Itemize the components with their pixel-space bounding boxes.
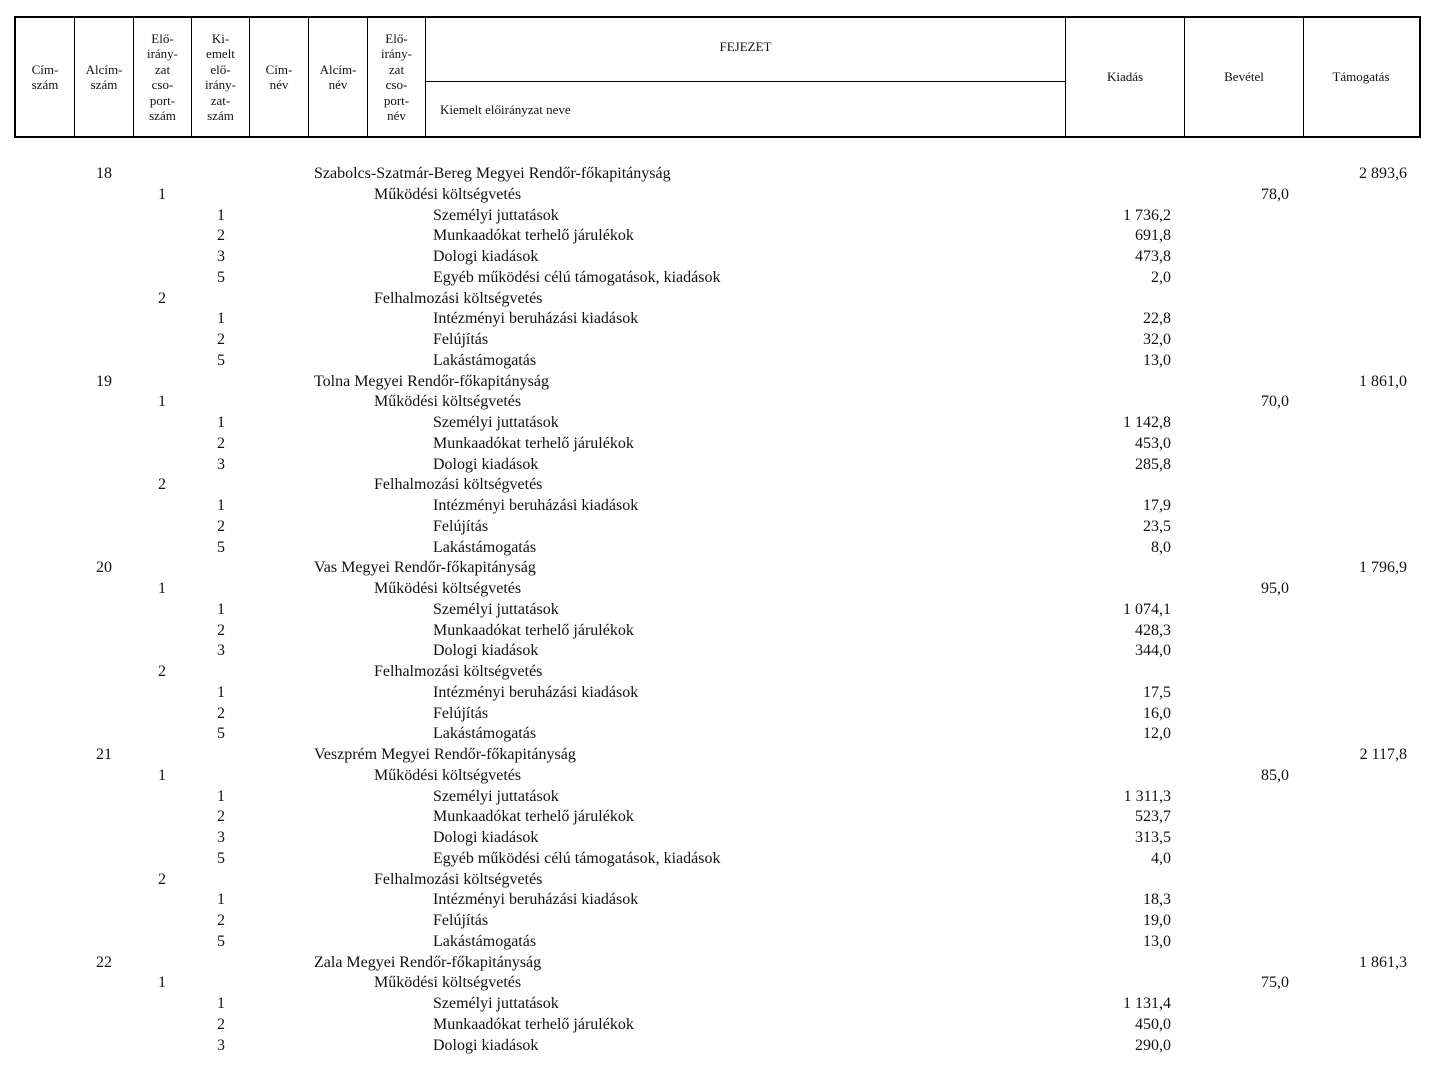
table-row <box>0 807 1430 828</box>
row-number: 5 <box>217 268 225 286</box>
bevetel-value: 85,0 <box>1261 766 1289 784</box>
row-name: Személyi juttatások <box>433 206 559 224</box>
table-row <box>0 226 1430 247</box>
row-name: Lakástámogatás <box>433 725 537 743</box>
row-name: Vas Megyei Rendőr-főkapitányság <box>314 559 536 577</box>
kiadas-value: 18,3 <box>1143 891 1171 909</box>
table-row <box>0 289 1430 310</box>
row-name: Tolna Megyei Rendőr-főkapitányság <box>314 372 549 390</box>
row-number: 2 <box>217 331 225 348</box>
kiadas-value: 32,0 <box>1143 331 1171 348</box>
table-row <box>0 890 1430 911</box>
kiadas-value: 473,8 <box>1135 248 1171 265</box>
table-row <box>0 206 1430 227</box>
row-name: Dologi kiadások <box>433 248 539 265</box>
row-number: 1 <box>217 206 225 224</box>
row-name: Intézményi beruházási kiadások <box>433 497 639 514</box>
table-row <box>0 538 1430 559</box>
tamogatas-value: 1 861,3 <box>1359 953 1407 971</box>
row-number: 3 <box>217 248 225 265</box>
table-row <box>0 268 1430 289</box>
row-name: Felújítás <box>433 704 489 722</box>
row-number: 3 <box>217 455 225 473</box>
kiadas-value: 2,0 <box>1151 268 1171 286</box>
row-number: 5 <box>217 849 225 867</box>
row-name: Felhalmozási költségvetés <box>374 289 543 307</box>
row-number: 5 <box>217 351 225 369</box>
row-number: 19 <box>96 372 112 390</box>
row-name: Intézményi beruházási kiadások <box>433 310 639 328</box>
row-number: 1 <box>217 683 225 701</box>
row-name: Zala Megyei Rendőr-főkapitányság <box>314 953 542 971</box>
table-row <box>0 662 1430 683</box>
row-number: 3 <box>217 642 225 660</box>
table-row <box>0 372 1430 393</box>
row-name: Munkaadókat terhelő járulékok <box>433 1015 634 1033</box>
header-eloiranyzat-csoport-nev: Elő- irány- zat cso- port- név <box>368 18 426 136</box>
row-number: 20 <box>96 559 112 577</box>
row-number: 1 <box>158 974 166 992</box>
kiadas-value: 1 736,2 <box>1123 206 1171 224</box>
table-row <box>0 1015 1430 1036</box>
table-row <box>0 766 1430 787</box>
tamogatas-value: 1 796,9 <box>1359 559 1407 577</box>
row-name: Munkaadókat terhelő járulékok <box>433 434 634 452</box>
row-number: 18 <box>96 165 112 182</box>
kiadas-value: 17,9 <box>1143 497 1171 514</box>
table-row <box>0 745 1430 766</box>
header-eloiranyzat-csoport-szam: Elő- irány- zat cso- port- szám <box>134 18 192 136</box>
header-kiemelt-nev: Kiemelt előirányzat neve <box>440 101 571 117</box>
table-row <box>0 994 1430 1015</box>
table-row <box>0 164 1430 185</box>
table-row <box>0 787 1430 808</box>
row-name: Felhalmozási költségvetés <box>374 870 543 888</box>
row-name: Személyi juttatások <box>433 995 559 1012</box>
row-number: 1 <box>217 787 225 805</box>
row-name: Felhalmozási költségvetés <box>374 663 543 680</box>
header-alcim-nev: Alcím- név <box>309 18 368 136</box>
row-name: Intézményi beruházási kiadások <box>433 683 639 701</box>
row-number: 1 <box>158 185 166 203</box>
kiadas-value: 1 074,1 <box>1123 600 1171 618</box>
header-alcim-szam: Alcím- szám <box>75 18 134 136</box>
table-row <box>0 309 1430 330</box>
row-number: 2 <box>217 1015 225 1033</box>
row-name: Dologi kiadások <box>433 1036 539 1054</box>
row-name: Felújítás <box>433 912 489 929</box>
row-number: 2 <box>158 870 166 888</box>
header-cim-nev: Cím- név <box>250 18 309 136</box>
row-name: Felújítás <box>433 331 489 348</box>
row-number: 2 <box>158 289 166 307</box>
row-name: Dologi kiadások <box>433 642 539 660</box>
row-number: 2 <box>158 663 166 680</box>
kiadas-value: 523,7 <box>1135 808 1171 826</box>
row-number: 1 <box>158 580 166 597</box>
row-name: Veszprém Megyei Rendőr-főkapitányság <box>314 746 576 763</box>
table-row <box>0 330 1430 351</box>
row-name: Munkaadókat terhelő járulékok <box>433 808 634 826</box>
row-name: Lakástámogatás <box>433 351 537 369</box>
table-row <box>0 185 1430 206</box>
table-header <box>14 16 1421 138</box>
table-row <box>0 973 1430 994</box>
table-row <box>0 849 1430 870</box>
kiadas-value: 344,0 <box>1135 642 1171 660</box>
tamogatas-value: 2 893,6 <box>1359 165 1407 182</box>
header-fejezet-title: FEJEZET <box>426 18 1065 82</box>
row-name: Személyi juttatások <box>433 787 559 805</box>
bevetel-value: 95,0 <box>1261 580 1289 597</box>
kiadas-value: 453,0 <box>1135 434 1171 452</box>
table-row <box>0 413 1430 434</box>
row-number: 1 <box>217 310 225 328</box>
row-number: 5 <box>217 932 225 950</box>
table-row <box>0 911 1430 932</box>
kiadas-value: 1 131,4 <box>1123 995 1171 1012</box>
row-name: Lakástámogatás <box>433 932 537 950</box>
bevetel-value: 75,0 <box>1261 974 1289 992</box>
kiadas-value: 691,8 <box>1135 227 1171 245</box>
table-row <box>0 455 1430 476</box>
row-number: 2 <box>217 912 225 929</box>
row-number: 1 <box>158 393 166 411</box>
row-name: Dologi kiadások <box>433 829 539 846</box>
kiadas-value: 1 142,8 <box>1123 414 1171 431</box>
header-bevetel: Bevétel <box>1185 18 1304 136</box>
table-row <box>0 870 1430 891</box>
table-row <box>0 579 1430 600</box>
row-name: Működési költségvetés <box>374 766 522 784</box>
table-row <box>0 683 1430 704</box>
table-row <box>0 558 1430 579</box>
table-row <box>0 600 1430 621</box>
row-name: Dologi kiadások <box>433 455 539 473</box>
kiadas-value: 23,5 <box>1143 517 1171 535</box>
kiadas-value: 313,5 <box>1135 829 1171 846</box>
kiadas-value: 17,5 <box>1143 683 1171 701</box>
row-number: 5 <box>217 538 225 556</box>
row-name: Személyi juttatások <box>433 600 559 618</box>
row-name: Szabolcs-Szatmár-Bereg Megyei Rendőr-főkapitányság <box>314 165 671 182</box>
row-name: Munkaadókat terhelő járulékok <box>433 227 634 245</box>
row-number: 1 <box>217 891 225 909</box>
row-name: Egyéb működési célú támogatások, kiadások <box>433 849 721 867</box>
row-name: Intézményi beruházási kiadások <box>433 891 639 909</box>
tamogatas-value: 1 861,0 <box>1359 372 1407 390</box>
kiadas-value: 16,0 <box>1143 704 1171 722</box>
header-cim-szam: Cím- szám <box>16 18 75 136</box>
table-row <box>0 932 1430 953</box>
row-name: Egyéb működési célú támogatások, kiadások <box>433 268 721 286</box>
row-number: 2 <box>217 434 225 452</box>
row-name: Személyi juttatások <box>433 414 559 431</box>
header-kiadas: Kiadás <box>1066 18 1185 136</box>
row-name: Működési költségvetés <box>374 974 522 992</box>
table-body <box>0 164 1430 1056</box>
row-name: Működési költségvetés <box>374 393 522 411</box>
row-number: 1 <box>217 414 225 431</box>
kiadas-value: 19,0 <box>1143 912 1171 929</box>
tamogatas-value: 2 117,8 <box>1359 746 1407 763</box>
kiadas-value: 428,3 <box>1135 621 1171 639</box>
table-row <box>0 704 1430 725</box>
row-name: Működési költségvetés <box>374 185 522 203</box>
row-number: 1 <box>217 497 225 514</box>
row-number: 2 <box>217 621 225 639</box>
row-number: 1 <box>217 995 225 1012</box>
bevetel-value: 70,0 <box>1261 393 1289 411</box>
row-number: 1 <box>217 600 225 618</box>
table-row <box>0 1036 1430 1057</box>
kiadas-value: 290,0 <box>1135 1036 1171 1054</box>
row-number: 2 <box>217 704 225 722</box>
row-number: 5 <box>217 725 225 743</box>
row-name: Lakástámogatás <box>433 538 537 556</box>
bevetel-value: 78,0 <box>1261 185 1289 203</box>
row-number: 3 <box>217 829 225 846</box>
row-number: 3 <box>217 1036 225 1054</box>
table-row <box>0 392 1430 413</box>
table-row <box>0 517 1430 538</box>
table-row <box>0 475 1430 496</box>
row-number: 1 <box>158 766 166 784</box>
kiadas-value: 285,8 <box>1135 455 1171 473</box>
row-number: 2 <box>158 476 166 494</box>
header-fejezet <box>426 18 1066 136</box>
row-number: 21 <box>96 746 112 763</box>
header-kiemelt-eloiranyzat-szam: Ki- emelt elő- irány- zat- szám <box>192 18 250 136</box>
row-name: Munkaadókat terhelő járulékok <box>433 621 634 639</box>
table-row <box>0 621 1430 642</box>
row-number: 2 <box>217 808 225 826</box>
row-name: Felújítás <box>433 517 489 535</box>
kiadas-value: 450,0 <box>1135 1015 1171 1033</box>
table-row <box>0 351 1430 372</box>
kiadas-value: 8,0 <box>1151 538 1171 556</box>
table-row <box>0 724 1430 745</box>
row-name: Működési költségvetés <box>374 580 522 597</box>
row-number: 22 <box>96 953 112 971</box>
row-number: 2 <box>217 517 225 535</box>
kiadas-value: 4,0 <box>1151 849 1171 867</box>
table-row <box>0 641 1430 662</box>
header-tamogatas: Támogatás <box>1332 69 1390 85</box>
row-number: 2 <box>217 227 225 245</box>
table-row <box>0 434 1430 455</box>
kiadas-value: 12,0 <box>1143 725 1171 743</box>
table-row <box>0 247 1430 268</box>
table-row <box>0 828 1430 849</box>
row-name: Felhalmozási költségvetés <box>374 476 543 494</box>
table-row <box>0 953 1430 974</box>
kiadas-value: 13,0 <box>1143 351 1171 369</box>
kiadas-value: 22,8 <box>1143 310 1171 328</box>
kiadas-value: 1 311,3 <box>1123 787 1171 805</box>
kiadas-value: 13,0 <box>1143 932 1171 950</box>
table-row <box>0 496 1430 517</box>
